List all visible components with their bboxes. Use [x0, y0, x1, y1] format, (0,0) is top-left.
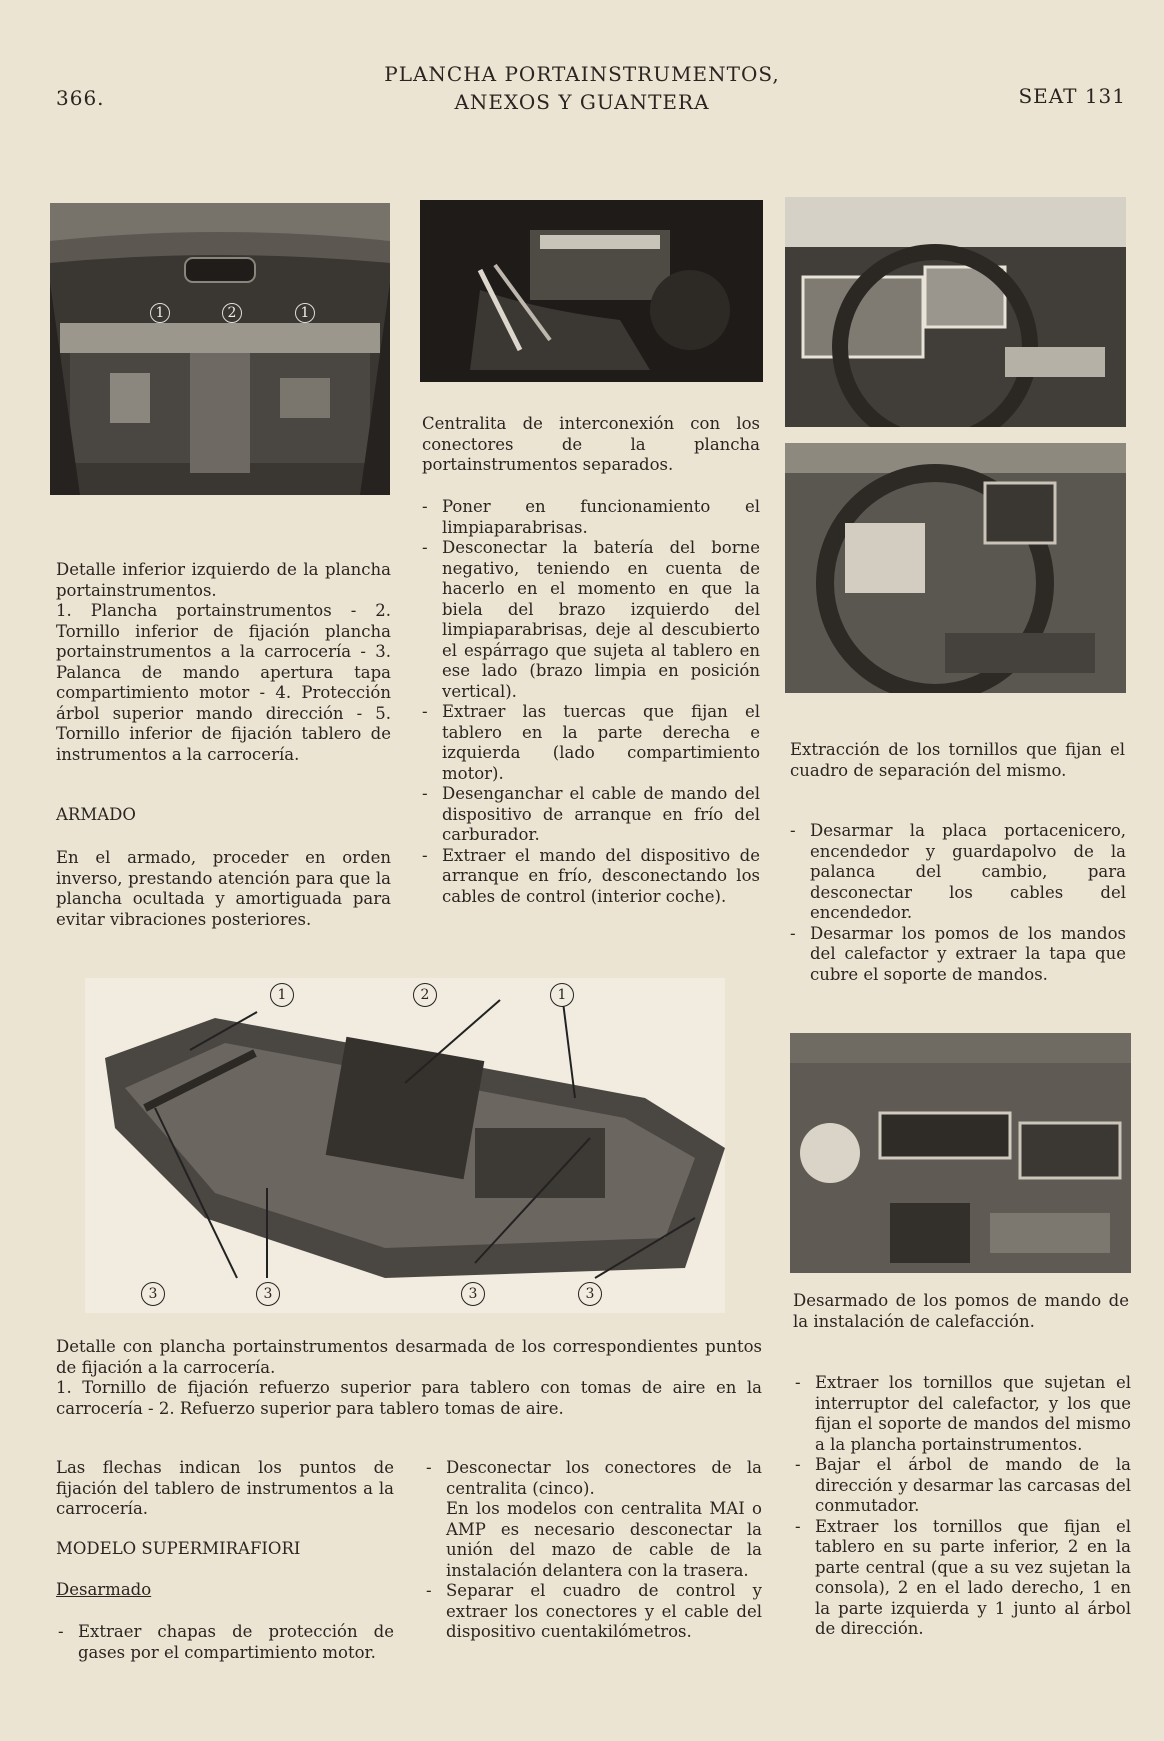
- photo1-callout-label: 1: [300, 305, 310, 321]
- step-item: - Extraer las tuercas que fijan el tablero en la parte derecha e izquierda (lado compartimiento motor).: [420, 702, 760, 784]
- supermirafiori-heading: MODELO SUPERMIRAFIORI: [56, 1539, 301, 1558]
- photo-centralita-illustration: [420, 200, 763, 382]
- dashboard-callout-1a: [270, 983, 294, 1007]
- photo1-callout-label: 2: [227, 305, 237, 321]
- dashboard-callout-label: 2: [420, 987, 430, 1003]
- model-name: SEAT 131: [1018, 84, 1126, 108]
- page-title-line2: ANEXOS Y GUANTERA: [454, 90, 710, 114]
- dashboard-callout-2: [413, 983, 437, 1007]
- dashboard-callout-label: 1: [277, 987, 287, 1003]
- photo1-callout-1b: [295, 303, 315, 323]
- photo-heater-controls-illustration: [790, 1033, 1131, 1273]
- photo-dashboard-removed: [85, 978, 725, 1313]
- bottom-middle-steps-list: [424, 1458, 762, 1643]
- supermirafiori-subheading: Desarmado: [56, 1580, 152, 1599]
- photo-centralita: [420, 200, 763, 382]
- step-item: - Poner en funcionamiento el limpiaparabrisas.: [420, 497, 760, 538]
- dashboard-legend: 1. Tornillo de fijación refuerzo superior para tablero con tomas de aire en la carrocería - 2. Refuerzo superior para tablero tomas de aire.: [56, 1378, 762, 1418]
- right-steps-list-2: [793, 1373, 1131, 1640]
- dashboard-callout-label: 3: [585, 1286, 595, 1302]
- photo2-caption: Centralita de interconexión con los conectores de la plancha portainstrumentos separados.: [422, 414, 760, 474]
- photo-dashboard-removed-illustration: [85, 978, 725, 1313]
- step-item: - Extraer chapas de protección de gases por el compartimiento motor.: [56, 1622, 394, 1663]
- dashboard-caption: Detalle con plancha portainstrumentos desarmada de los correspondientes puntos de fijación a la carrocería.: [56, 1337, 762, 1377]
- photo-dashboard-lower-left: [50, 203, 390, 495]
- dashboard-callout-3d: [578, 1282, 602, 1306]
- step-item: - Desconectar la batería del borne negativo, teniendo en cuenta de hacerlo en el momento en que la biela del brazo izquierdo del limpiaparabrisas, deje al descubierto el espárrago que sujeta al tablero en ese lado (brazo limpia en posición vertical).: [420, 538, 760, 702]
- page-number: 366.: [56, 86, 105, 110]
- arrows-note: Las flechas indican los puntos de fijación del tablero de instrumentos a la carrocería.: [56, 1458, 394, 1518]
- step-item: - Desenganchar el cable de mando del dispositivo de arranque en frío del carburador.: [420, 784, 760, 846]
- page-title-line1: PLANCHA PORTAINSTRUMENTOS,: [384, 62, 780, 86]
- photo1-legend: 1. Plancha portainstrumentos - 2. Tornillo inferior de fijación plancha portainstrumentos a la carrocería - 3. Palanca de mando apertura tapa compartimiento motor - 4. Protección árbol superior mando dirección - 5. Tornillo inferior de fijación tablero de instrumentos a la carrocería.: [56, 601, 391, 764]
- photo5-caption: Desarmado de los pomos de mando de la instalación de calefacción.: [793, 1291, 1129, 1331]
- step-text: - Desconectar los conectores de la centralita (cinco).: [446, 1458, 762, 1498]
- dashboard-callout-3a: [141, 1282, 165, 1306]
- photo1-callout-1a: [150, 303, 170, 323]
- dashboard-callout-label: 1: [557, 987, 567, 1003]
- photo1-callout-2: [222, 303, 242, 323]
- dashboard-callout-3c: [461, 1282, 485, 1306]
- step-item: [424, 1581, 762, 1643]
- step-extra: En los modelos con centralita MAI o AMP es necesario desconectar la unión del mazo de cable de la instalación delantera con la trasera.: [446, 1499, 762, 1580]
- photo1-callout-label: 1: [155, 305, 165, 321]
- step-item: - Desarmar la placa portacenicero, encendedor y guardapolvo de la palanca del cambio, para desconectar los cables del encendedor.: [788, 821, 1126, 924]
- photo1-caption-block: [56, 560, 391, 765]
- dashboard-caption-block: [56, 1337, 762, 1419]
- right-steps-list-1: [788, 821, 1126, 985]
- photo-dashboard-lower-left-illustration: [50, 203, 390, 495]
- photo-heater-controls: [790, 1033, 1131, 1273]
- dashboard-callout-label: 3: [148, 1286, 158, 1302]
- photo4-caption: Extracción de los tornillos que fijan el cuadro de separación del mismo.: [790, 740, 1125, 780]
- step-item: - Extraer el mando del dispositivo de arranque en frío, desconectando los cables de control (interior coche).: [420, 846, 760, 908]
- middle-steps-list: [420, 497, 760, 907]
- dashboard-callout-label: 3: [263, 1286, 273, 1302]
- photo-separation-frame: [785, 443, 1126, 693]
- step-item: - Extraer los tornillos que sujetan el interruptor del calefactor, y los que fijan el soporte de mandos del mismo a la plancha portainstrumentos.: [793, 1373, 1131, 1455]
- photo-steering-cluster-illustration: [785, 197, 1126, 427]
- armado-heading: ARMADO: [56, 805, 136, 824]
- step-item: - Bajar el árbol de mando de la dirección y desarmar las carcasas del conmutador.: [793, 1455, 1131, 1517]
- step-text: - Separar el cuadro de control y extraer los conectores y el cable del dispositivo cuentakilómetros.: [446, 1581, 762, 1641]
- supermirafiori-steps-list: [56, 1622, 394, 1663]
- dashboard-callout-label: 3: [468, 1286, 478, 1302]
- photo-separation-frame-illustration: [785, 443, 1126, 693]
- dashboard-callout-3b: [256, 1282, 280, 1306]
- step-item: - Desarmar los pomos de los mandos del calefactor y extraer la tapa que cubre el soporte de mandos.: [788, 924, 1126, 986]
- photo1-caption: Detalle inferior izquierdo de la plancha portainstrumentos.: [56, 560, 391, 600]
- armado-text: En el armado, proceder en orden inverso, prestando atención para que la plancha ocultada y amortiguada para evitar vibraciones posteriores.: [56, 848, 391, 929]
- dashboard-callout-1b: [550, 983, 574, 1007]
- photo-steering-cluster: [785, 197, 1126, 427]
- page-title: [0, 60, 1164, 116]
- step-item: [424, 1458, 762, 1581]
- step-item: - Extraer los tornillos que fijan el tablero en su parte inferior, 2 en la parte central (que a su vez sujetan la consola), 2 en el lado derecho, 1 en la parte izquierda y 1 junto al árbol de dirección.: [793, 1517, 1131, 1640]
